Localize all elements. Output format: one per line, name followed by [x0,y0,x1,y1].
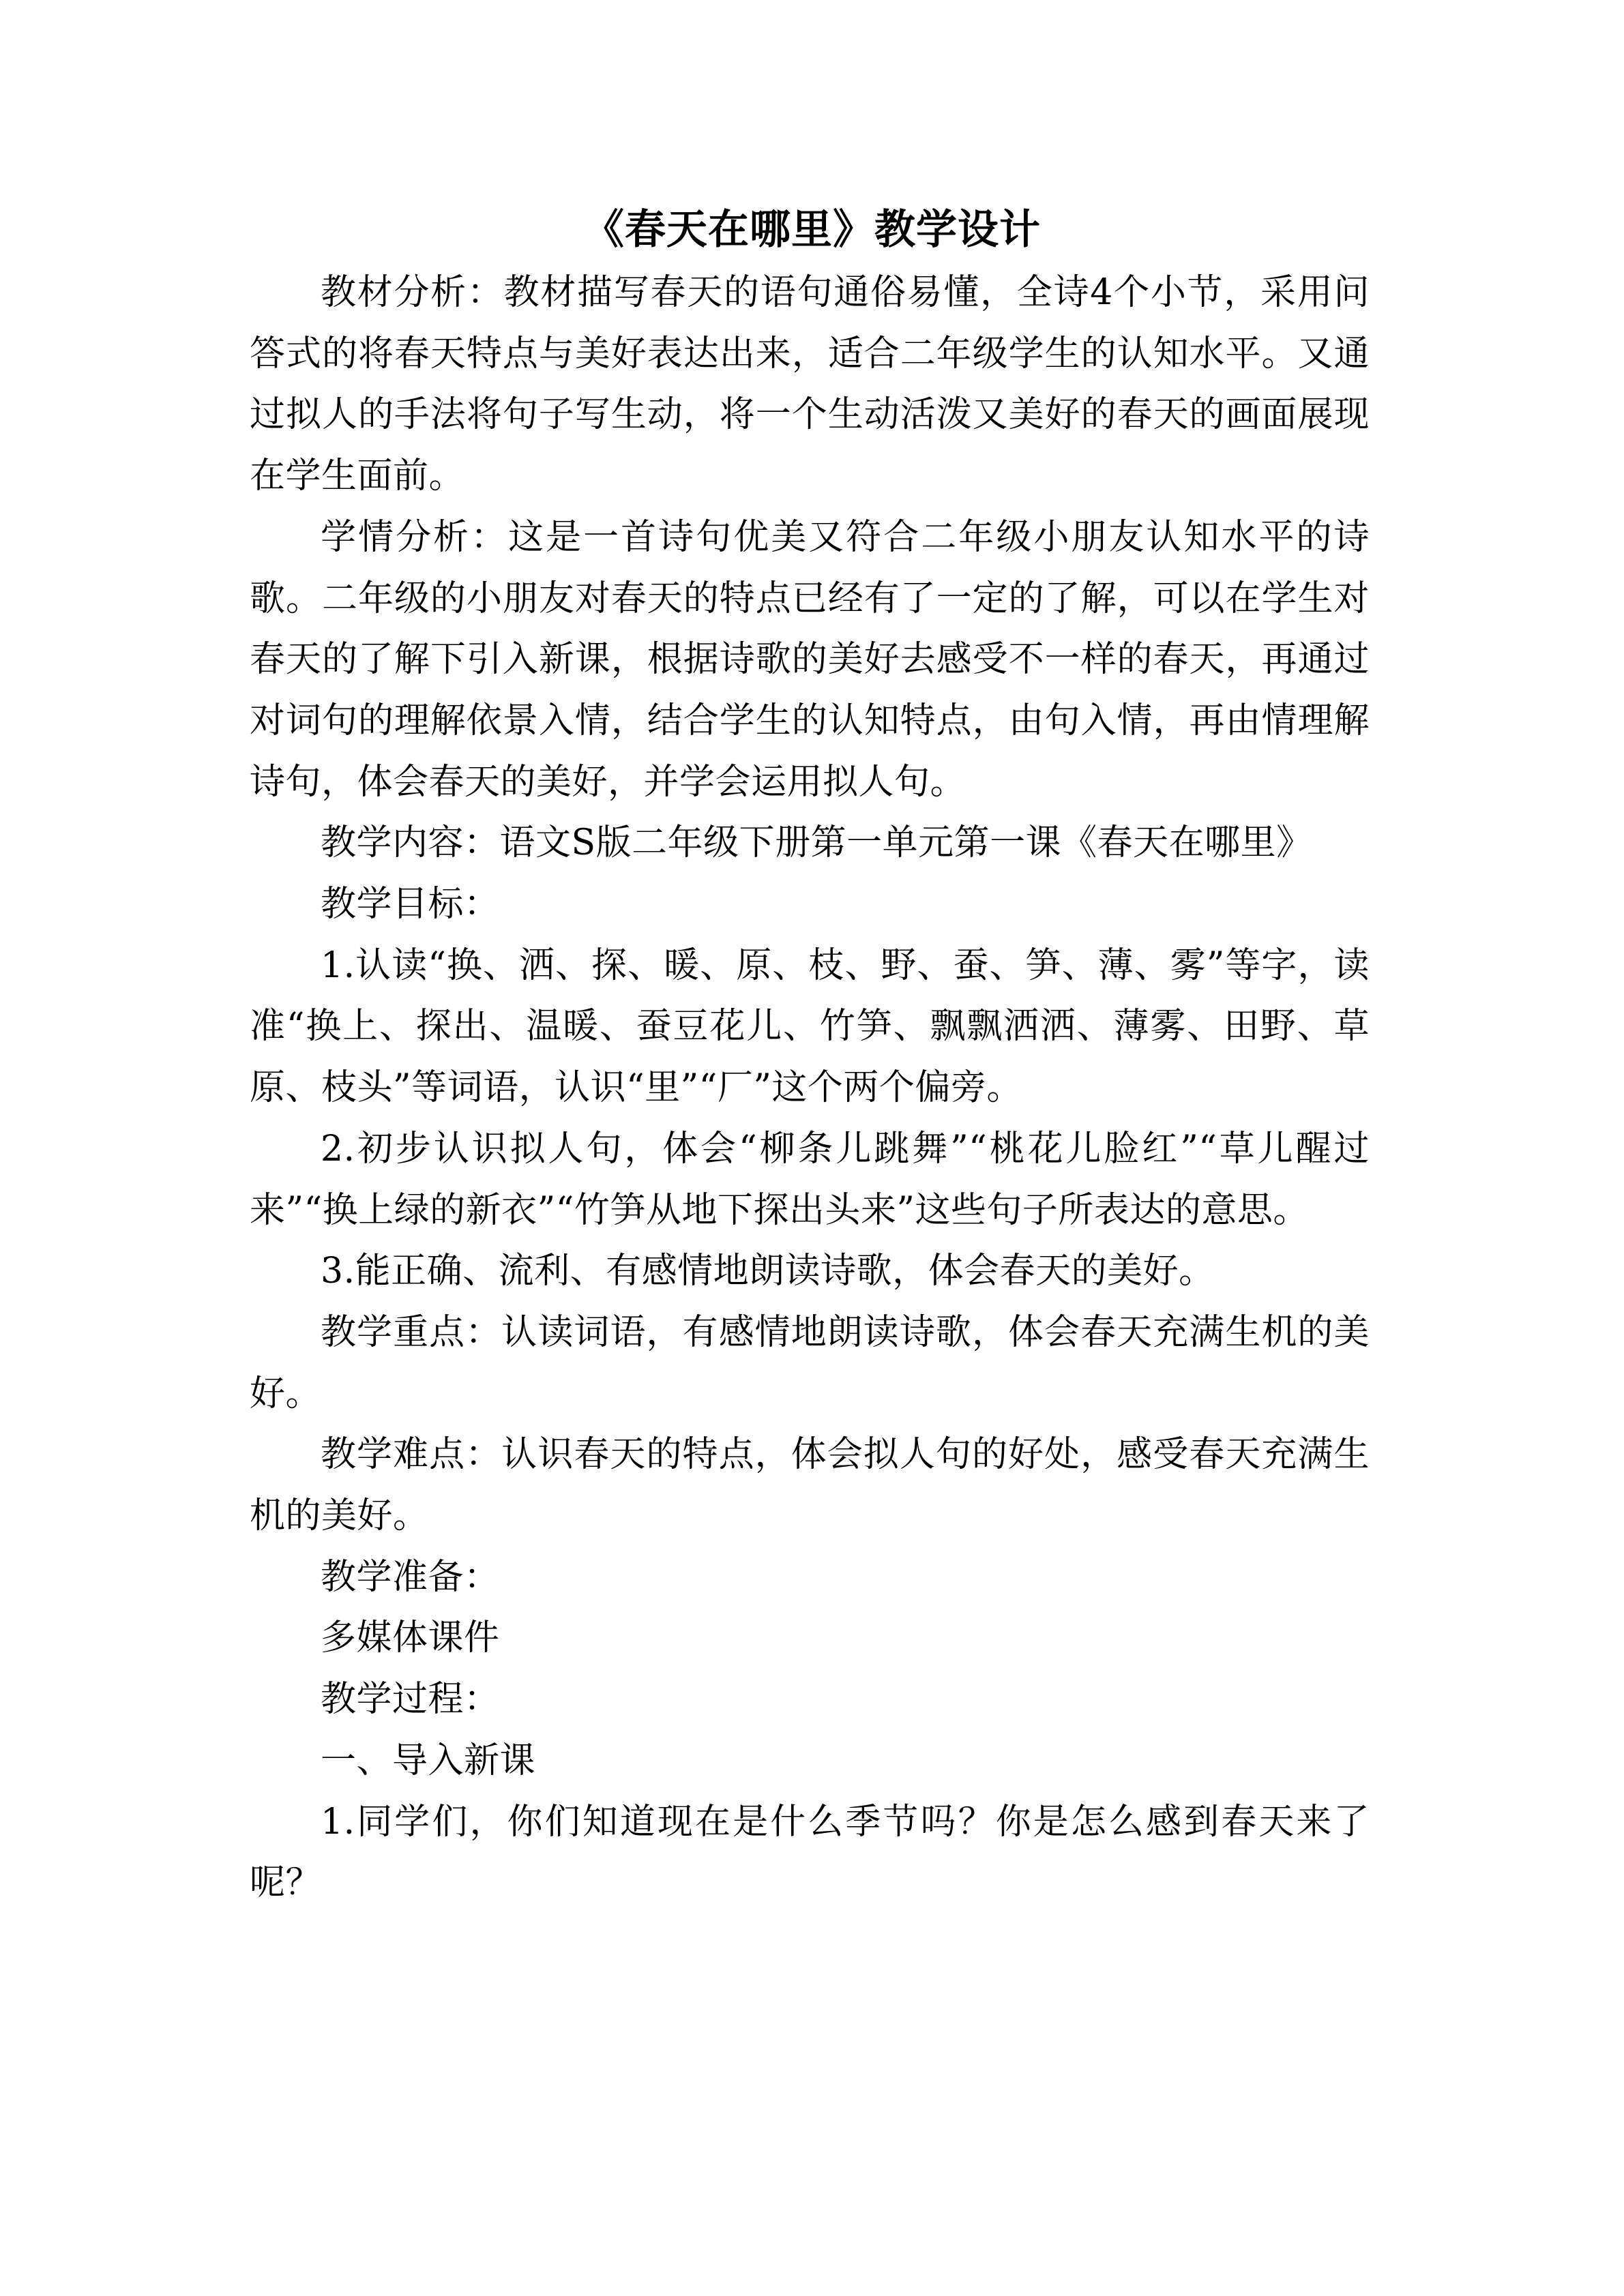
document-title: 《春天在哪里》教学设计 [583,206,1041,254]
paragraph-teaching-goals-heading: 教学目标： [321,884,500,925]
paragraph-teaching-content: 教学内容：语文S版二年级下册第一单元第一课《春天在哪里》 [321,822,1312,864]
paragraph-textbook-analysis: 教材分析：教材描写春天的语句通俗易懂，全诗4个小节，采用问答式的将春天特点与美好表达出来，适合二年级学生的认知水平。又通过拟人的手法将句子写生动，将一个生动活泼又美好的春天的画面展现在学生面前。 [250,272,1370,497]
paragraph-goal-1: 1.认读“换、洒、探、暖、原、枝、野、蚕、笋、薄、雾”等字，读准“换上、探出、温暖、蚕豆花儿、竹笋、飘飘洒洒、薄雾、田野、草原、枝头”等词语，认识“里”“厂”这个两个偏旁。 [250,944,1370,1109]
paragraph-student-analysis: 学情分析：这是一首诗句优美又符合二年级小朋友认知水平的诗歌。二年级的小朋友对春天的特点已经有了一定的了解，可以在学生对春天的了解下引入新课，根据诗歌的美好去感受不一样的春天，再通过对词句的理解依景入情，结合学生的认知特点，由句入情，再由情理解诗句，体会春天的美好，并学会运用拟人句。 [250,516,1370,803]
document-body [250,263,1370,1914]
paragraph-process-heading: 教学过程： [321,1679,500,1720]
paragraph-preparation-heading: 教学准备： [321,1556,500,1598]
paragraph-difficulties: 教学难点：认识春天的特点，体会拟人句的好处，感受春天充满生机的美好。 [250,1434,1370,1537]
paragraph-key-points: 教学重点：认读词语，有感情地朗读诗歌，体会春天充满生机的美好。 [250,1311,1370,1414]
paragraph-step-1: 1.同学们，你们知道现在是什么季节吗？你是怎么感到春天来了呢？ [250,1801,1370,1904]
paragraph-section-1-heading: 一、导入新课 [321,1740,536,1781]
paragraph-preparation: 多媒体课件 [321,1617,500,1659]
paragraph-goal-3: 3.能正确、流利、有感情地朗读诗歌，体会春天的美好。 [321,1251,1215,1292]
paragraph-goal-2: 2.初步认识拟人句，体会“柳条儿跳舞”“桃花儿脸红”“草儿醒过来”“换上绿的新衣”“竹笋从地下探出头来”这些句子所表达的意思。 [250,1128,1370,1231]
